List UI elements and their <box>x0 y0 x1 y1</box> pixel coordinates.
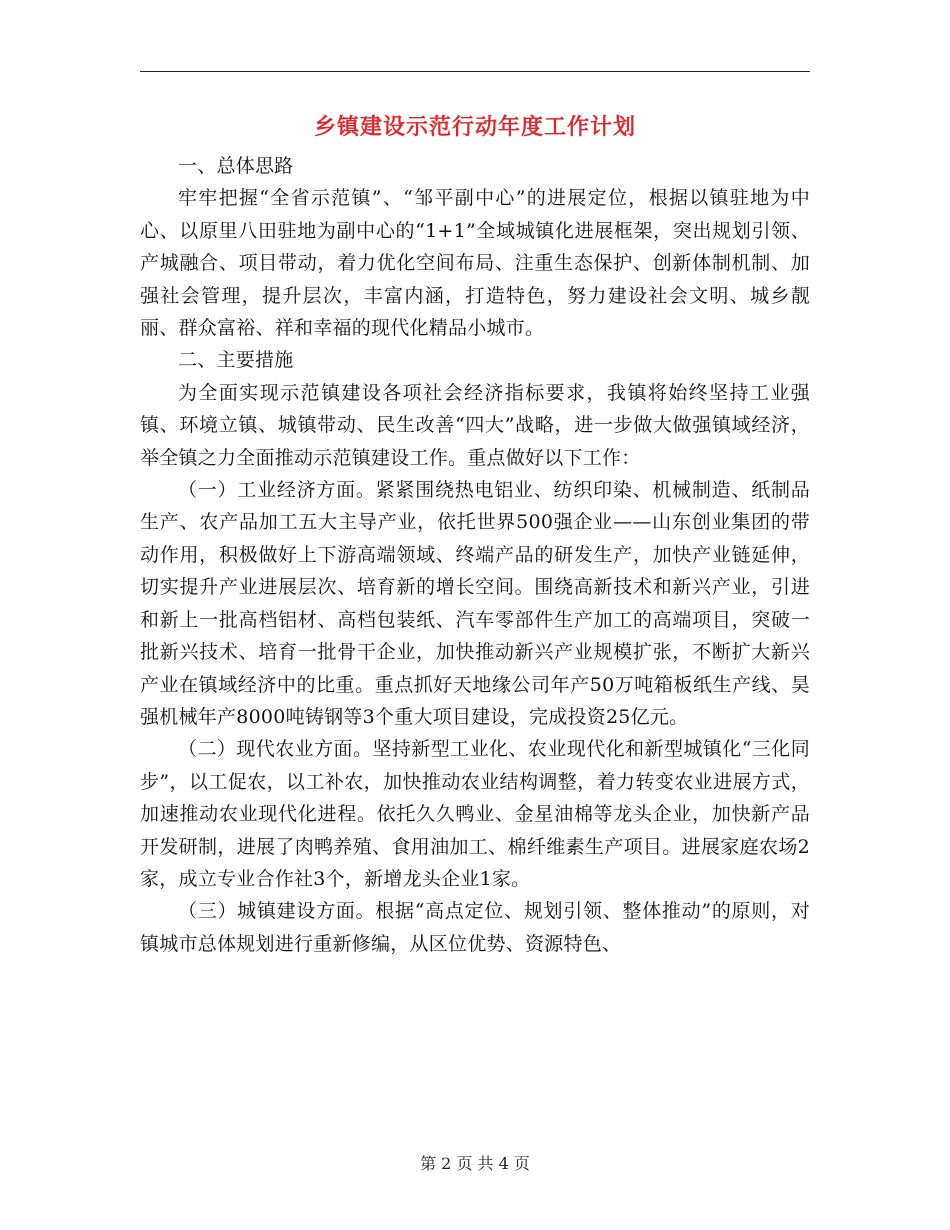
section-heading-measures: 二、主要措施 <box>178 349 294 372</box>
paragraph-overall-thinking: 牢牢把握“全省示范镇”、“邹平副中心”的进展定位，根据以镇驻地为中心、以原里八田驻地为副中心的“1+1”全域城镇化进展框架，突出规划引领、产城融合、项目带动，着力优化空间布局、注重生态保护、创新体制机制、加强社会管理，提升层次，丰富内涵，打造特色，努力建设社会文明、城乡靓丽、群众富裕、祥和幸福的现代化精品小城市。 <box>140 187 810 340</box>
paragraph-town-construction: （三）城镇建设方面。根据“高点定位、规划引领、整体推动”的原则，对镇城市总体规划进行重新修编，从区位优势、资源特色、 <box>140 900 810 955</box>
paragraph-measures-intro: 为全面实现示范镇建设各项社会经济指标要求，我镇将始终坚持工业强镇、环境立镇、城镇带动、民生改善“四大”战略，进一步做大做强镇域经济，举全镇之力全面推动示范镇建设工作。重点做好以下工作： <box>140 381 810 469</box>
page-number: 第 2 页 共 4 页 <box>420 1154 530 1173</box>
paragraph-modern-agriculture: （二）现代农业方面。坚持新型工业化、农业现代化和新型城镇化“三化同步”，以工促农，以工补农，加快推动农业结构调整，着力转变农业进展方式，加速推动农业现代化进程。依托久久鸭业、金星油棉等龙头企业，加快新产品开发研制，进展了肉鸭养殖、食用油加工、棉纤维素生产项目。进展家庭农场2家，成立专业合作社3个，新增龙头企业1家。 <box>140 738 810 890</box>
paragraph-industrial-economy: （一）工业经济方面。紧紧围绕热电铝业、纺织印染、机械制造、纸制品生产、农产品加工五大主导产业，依托世界500强企业——山东创业集团的带动作用，积极做好上下游高端领域、终端产品的研发生产，加快产业链延伸，切实提升产业进展层次、培育新的增长空间。围绕高新技术和新兴产业，引进和新上一批高档铝材、高档包装纸、汽车零部件生产加工的高端项目，突破一批新兴技术、培育一批骨干企业，加快推动新兴产业规模扩张，不断扩大新兴产业在镇域经济中的比重。重点抓好天地缘公司年产50万吨箱板纸生产线、昊强机械年产8000吨铸钢等3个重大项目建设，完成投资25亿元。 <box>140 479 810 728</box>
header-rule <box>140 71 810 72</box>
document-body <box>140 150 810 960</box>
document-title: 乡镇建设示范行动年度工作计划 <box>313 114 636 140</box>
section-heading-overall: 一、总体思路 <box>178 155 294 177</box>
